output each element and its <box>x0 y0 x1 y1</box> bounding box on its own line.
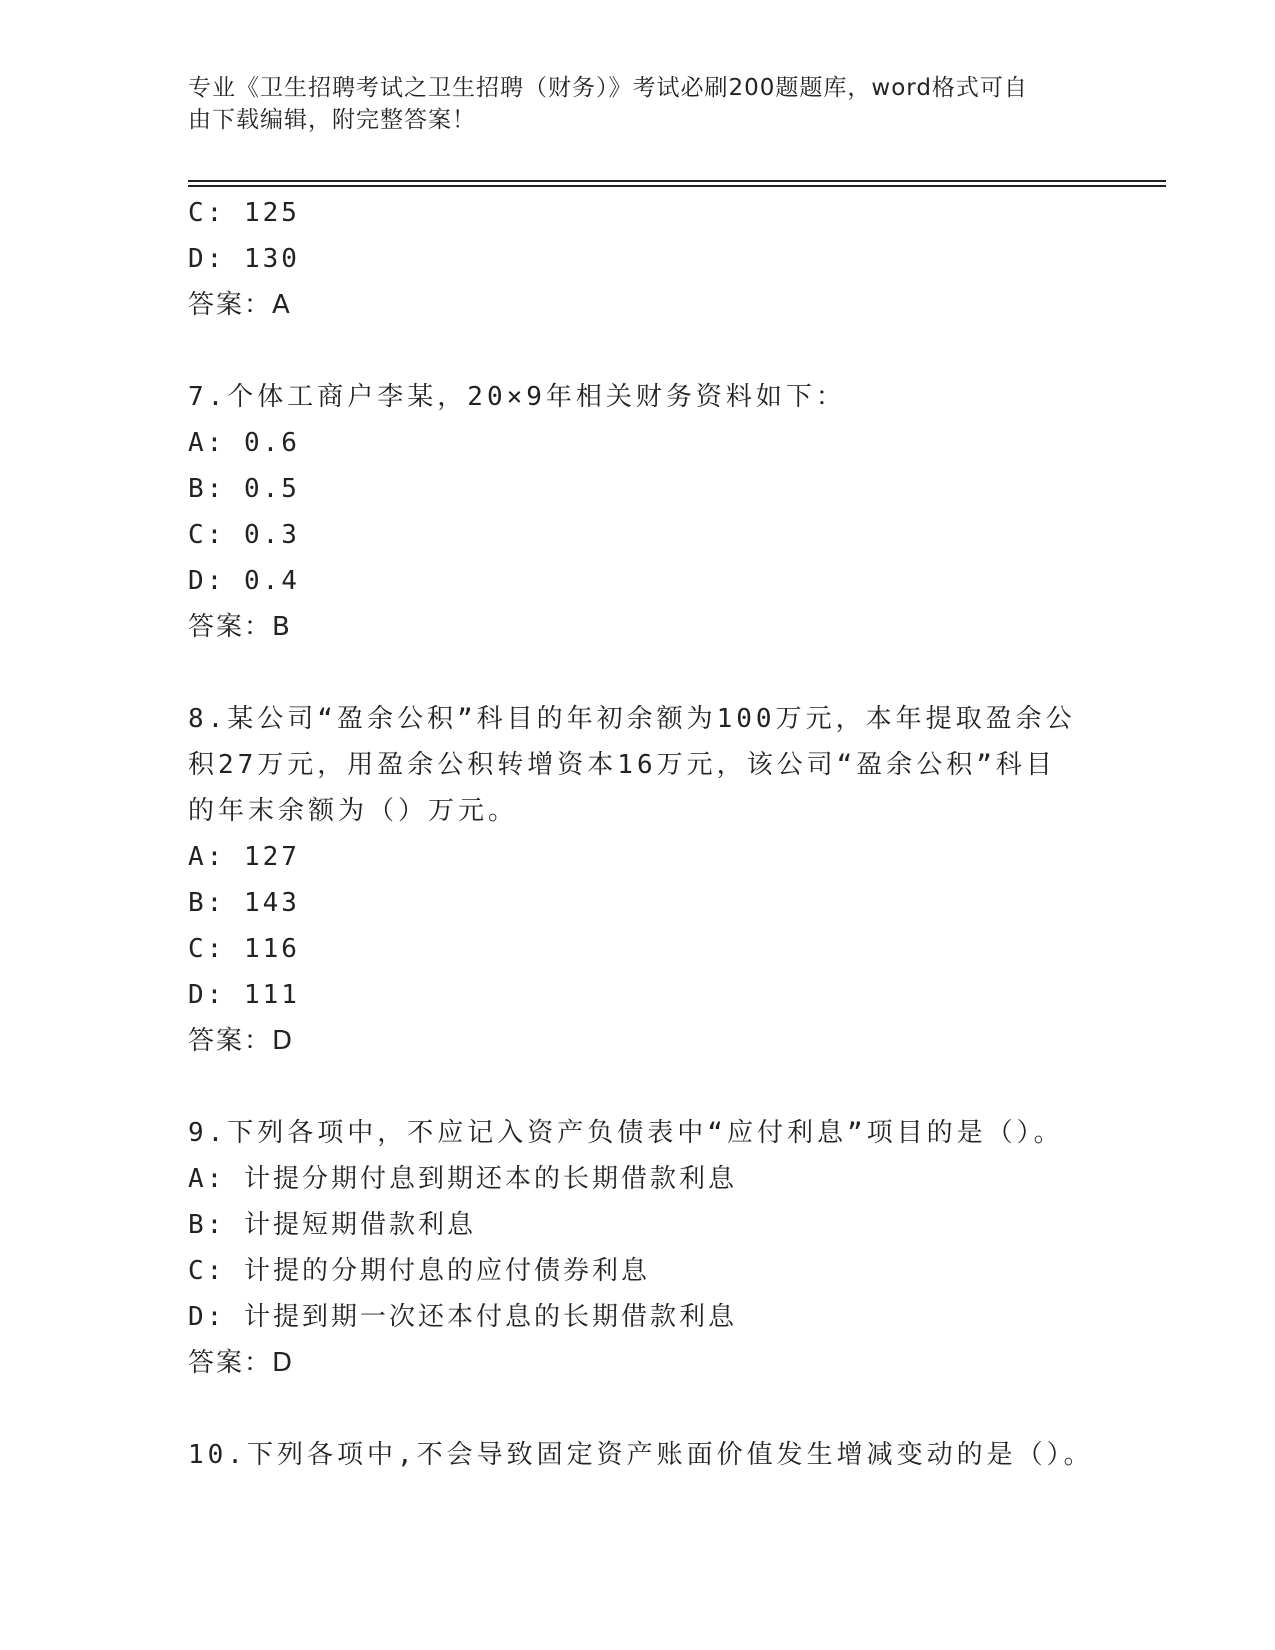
question-text-line-2: 积27万元，用盈余公积转增资本16万元，该公司“盈余公积”科目 <box>188 750 1056 780</box>
header-divider-top <box>188 180 1166 182</box>
question-text: 10.下列各项中,不会导致固定资产账面价值发生增减变动的是（）。 <box>188 1440 1094 1470</box>
spacer <box>188 1064 1108 1110</box>
question-9 <box>188 1110 1108 1386</box>
option-c: C: 计提的分期付息的应付债券利息 <box>188 1256 650 1286</box>
spacer <box>188 1386 1108 1432</box>
answer: 答案：B <box>188 612 292 642</box>
option-d: D: 0.4 <box>188 566 300 596</box>
answer: 答案：D <box>188 1026 295 1056</box>
option-d: D: 130 <box>188 244 300 274</box>
answer: 答案：D <box>188 1348 295 1378</box>
option-b: B: 143 <box>188 888 300 918</box>
question-8 <box>188 696 1108 1064</box>
question-text-line-3: 的年末余额为（）万元。 <box>188 796 519 826</box>
question-list <box>188 190 1108 1478</box>
option-d: D: 111 <box>188 980 300 1010</box>
question-10 <box>188 1432 1108 1478</box>
spacer <box>188 328 1108 374</box>
header-line-2: 由下载编辑，附完整答案！ <box>188 107 476 133</box>
option-c: C: 116 <box>188 934 300 964</box>
option-a: A: 计提分期付息到期还本的长期借款利息 <box>188 1164 737 1194</box>
option-a: A: 127 <box>188 842 300 872</box>
continued-question <box>188 190 1108 328</box>
header-divider-bottom <box>188 185 1166 187</box>
document-header <box>188 72 1068 136</box>
option-a: A: 0.6 <box>188 428 300 458</box>
option-d: D: 计提到期一次还本付息的长期借款利息 <box>188 1302 737 1332</box>
option-b: B: 0.5 <box>188 474 300 504</box>
option-b: B: 计提短期借款利息 <box>188 1210 476 1240</box>
option-c: C: 125 <box>188 198 300 228</box>
question-text: 7.个体工商户李某，20×9年相关财务资料如下： <box>188 382 846 412</box>
spacer <box>188 650 1108 696</box>
answer: 答案：A <box>188 290 292 320</box>
question-text: 9.下列各项中，不应记入资产负债表中“应付利息”项目的是（）。 <box>188 1118 1064 1148</box>
question-7 <box>188 374 1108 650</box>
header-line-1: 专业《卫生招聘考试之卫生招聘（财务）》考试必刷200题题库，word格式可自 <box>188 75 1028 101</box>
option-c: C: 0.3 <box>188 520 300 550</box>
question-text-line-1: 8.某公司“盈余公积”科目的年初余额为100万元，本年提取盈余公 <box>188 704 1076 734</box>
